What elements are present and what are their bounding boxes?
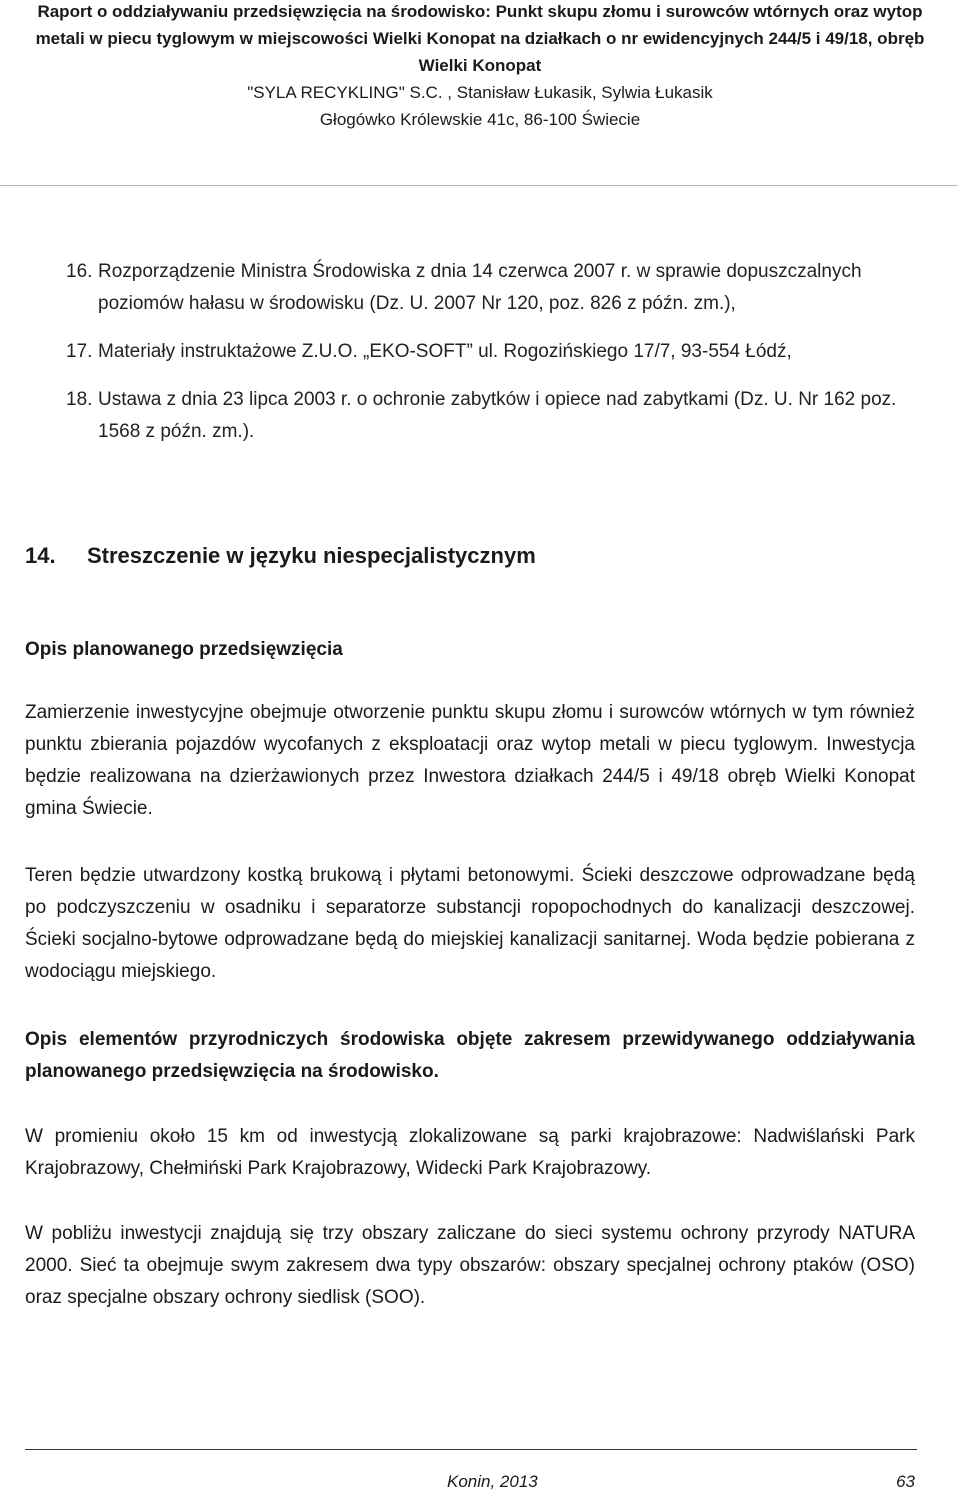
reference-item — [66, 256, 926, 320]
section-number: 14. — [25, 543, 56, 568]
header-title-line-1: Raport o oddziaływaniu przedsięwzięcia na środowisko: Punkt skupu złomu i surowców wtórnych oraz wytop — [37, 2, 923, 21]
reference-text: Ustawa z dnia 23 lipca 2003 r. o ochronie zabytków i opiece nad zabytkami (Dz. U. Nr 162 poz. 1568 z późn. zm.). — [98, 389, 897, 442]
reference-item — [66, 336, 926, 368]
subsection-natural-elements — [25, 1024, 915, 1088]
subsection-planned-project — [25, 634, 915, 666]
section-title: Streszczenie w języku niespecjalistycznym — [87, 543, 536, 568]
page-number: 63 — [896, 1472, 915, 1491]
header-company: "SYLA RECYKLING" S.C. , Stanisław Łukasik, Sylwia Łukasik — [247, 83, 713, 102]
reference-text: Rozporządzenie Ministra Środowiska z dnia 14 czerwca 2007 r. w sprawie dopuszczalnych poziomów hałasu w środowisku (Dz. U. 2007 Nr 120, poz. 826 z późn. zm.), — [98, 261, 862, 314]
header-divider — [0, 185, 958, 186]
header-address: Głogówko Królewskie 41c, 86-100 Świecie — [319, 110, 641, 129]
reference-item — [66, 384, 926, 448]
header-title-line-2: metali w piecu tyglowym w miejscowości Wielki Konopat na działkach o nr ewidencyjnych 244/5 i 49/18, obręb — [35, 29, 925, 48]
reference-number: 16. — [66, 261, 93, 282]
paragraph-2 — [25, 860, 915, 988]
paragraph-text: Teren będzie utwardzony kostką brukową i płytami betonowymi. Ścieki deszczowe odprowadzane będą po podczyszczeniu w osadniku i separatorze substancji ropopochodnych do kanalizacji deszczowej. Ścieki socjalno-bytowe odprowadzane będą do miejskiej kanalizacji sanitarnej. Woda będzie pobierana z wodociągu miejskiego. — [25, 865, 915, 982]
footer-place-date: Konin, 2013 — [447, 1472, 538, 1491]
reference-number: 18. — [66, 389, 93, 410]
paragraph-text: Zamierzenie inwestycyjne obejmuje otworzenie punktu skupu złomu i surowców wtórnych w tym również punktu zbierania pojazdów wycofanych z eksploatacji oraz wytop metali w piecu tyglowym. Inwestycja będzie realizowana na dzierżawionych przez Inwestora działkach 244/5 i 49/18 obręb Wielki Konopat gmina Świecie. — [25, 702, 915, 819]
reference-text: Materiały instruktażowe Z.U.O. „EKO-SOFT” ul. Rogozińskiego 17/7, 93-554 Łódź, — [98, 341, 792, 362]
footer-divider — [25, 1449, 917, 1450]
paragraph-1 — [25, 697, 915, 825]
subsection-title: Opis planowanego przedsięwzięcia — [25, 639, 343, 660]
subsection-title: Opis elementów przyrodniczych środowiska objęte zakresem przewidywanego oddziaływania planowanego przedsięwzięcia na środowisko. — [25, 1029, 915, 1082]
reference-list — [66, 256, 926, 464]
paragraph-4 — [25, 1218, 915, 1314]
header-title-line-3: Wielki Konopat — [418, 56, 542, 75]
paragraph-3 — [25, 1121, 915, 1185]
reference-number: 17. — [66, 341, 93, 362]
paragraph-text: W pobliżu inwestycji znajdują się trzy obszary zaliczane do sieci systemu ochrony przyrody NATURA 2000. Sieć ta obejmuje swym zakresem dwa typy obszarów: obszary specjalnej ochrony ptaków (OSO) oraz specjalne obszary ochrony siedlisk (SOO). — [25, 1223, 915, 1308]
section-heading — [25, 536, 536, 576]
document-header — [0, 0, 960, 133]
paragraph-text: W promieniu około 15 km od inwestycją zlokalizowane są parki krajobrazowe: Nadwiślański Park Krajobrazowy, Chełmiński Park Krajobrazowy, Widecki Park Krajobrazowy. — [25, 1126, 915, 1179]
